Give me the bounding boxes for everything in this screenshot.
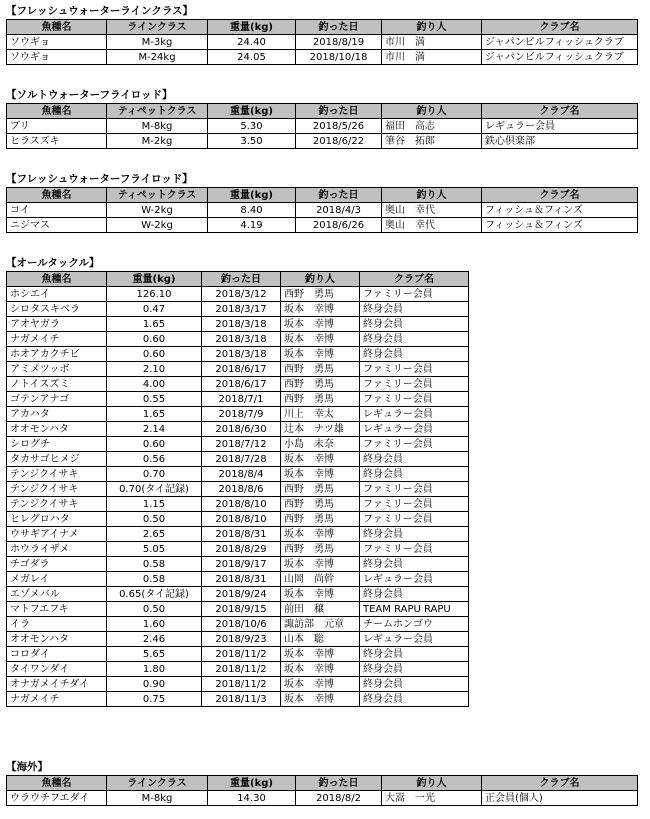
table-cell: 諏訪部 元章 [281, 617, 360, 632]
table-cell: ファミリー会員 [360, 377, 469, 392]
table-cell: 2018/3/18 [202, 347, 281, 362]
table-cell: 2018/7/12 [202, 437, 281, 452]
table-row [7, 317, 469, 332]
table-cell: シログチ [7, 437, 107, 452]
table-cell: 2018/9/15 [202, 602, 281, 617]
table-cell: 2018/8/29 [202, 542, 281, 557]
table-cell: 0.58 [107, 572, 202, 587]
record-table [6, 271, 469, 707]
table-cell: 8.40 [208, 203, 296, 218]
table-cell: 0.60 [107, 347, 202, 362]
table-cell: 1.15 [107, 497, 202, 512]
table-cell: 2018/9/23 [202, 632, 281, 647]
table-cell: ジャパンビルフィッシュクラブ [482, 35, 638, 50]
table-cell: 終身会員 [360, 677, 469, 692]
table-row [7, 791, 638, 806]
table-cell: 奥山 幸代 [382, 203, 482, 218]
table-cell: ファミリー会員 [360, 392, 469, 407]
table-cell: ニジマス [7, 218, 107, 233]
column-header: 釣り人 [382, 104, 482, 119]
table-cell: 2018/8/10 [202, 512, 281, 527]
table-cell: 0.50 [107, 602, 202, 617]
table-cell: 2018/8/4 [202, 467, 281, 482]
table-cell: 0.70(タイ記録) [107, 482, 202, 497]
table-cell: 終身会員 [360, 452, 469, 467]
table-row [7, 332, 469, 347]
table-row [7, 218, 638, 233]
table-cell: ヒレグロハタ [7, 512, 107, 527]
column-header: 釣った日 [202, 272, 281, 287]
table-cell: テンジクイサキ [7, 482, 107, 497]
table-cell: ファミリー会員 [360, 437, 469, 452]
table-cell: 0.50 [107, 512, 202, 527]
table-cell: オオモンハタ [7, 632, 107, 647]
table-cell: ナガメイチ [7, 692, 107, 707]
table-cell: 1.80 [107, 662, 202, 677]
table-cell: 2.46 [107, 632, 202, 647]
table-cell: ノトイスズミ [7, 377, 107, 392]
column-header: 釣った日 [296, 20, 382, 35]
column-header: 魚種名 [7, 104, 107, 119]
table-cell: 2.65 [107, 527, 202, 542]
table-cell: フィッシュ＆フィンズ [482, 203, 638, 218]
table-cell: 0.75 [107, 692, 202, 707]
table-cell: 終身会員 [360, 692, 469, 707]
table-row [7, 647, 469, 662]
table-cell: 2018/11/3 [202, 692, 281, 707]
table-cell: アカハタ [7, 407, 107, 422]
table-row [7, 35, 638, 50]
column-header: 魚種名 [7, 272, 107, 287]
table-cell: 2.14 [107, 422, 202, 437]
table-cell: 辻本 ナツ雄 [281, 422, 360, 437]
table-cell: 西野 勇馬 [281, 542, 360, 557]
table-cell: 終身会員 [360, 347, 469, 362]
table-cell: 川上 幸太 [281, 407, 360, 422]
table-row [7, 617, 469, 632]
table-row [7, 377, 469, 392]
table-cell: レギュラー会員 [360, 632, 469, 647]
table-cell: イラ [7, 617, 107, 632]
table-cell: 0.58 [107, 557, 202, 572]
table-cell: 2018/8/31 [202, 572, 281, 587]
table-cell: 2018/3/18 [202, 317, 281, 332]
table-cell: ナガメイチ [7, 332, 107, 347]
column-header: ティペットクラス [107, 104, 208, 119]
table-row [7, 134, 638, 149]
table-cell: ホシエイ [7, 287, 107, 302]
table-row [7, 542, 469, 557]
table-cell: フィッシュ＆フィンズ [482, 218, 638, 233]
record-table [6, 103, 638, 149]
column-header: 重量(kg) [107, 272, 202, 287]
table-cell: ファミリー会員 [360, 482, 469, 497]
column-header: 釣った日 [296, 776, 382, 791]
table-row [7, 362, 469, 377]
table-cell: 西野 勇馬 [281, 377, 360, 392]
table-cell: ファミリー会員 [360, 497, 469, 512]
table-cell: 2018/8/2 [296, 791, 382, 806]
table-cell: 2018/6/30 [202, 422, 281, 437]
table-cell: 2018/9/17 [202, 557, 281, 572]
column-header: 釣った日 [296, 188, 382, 203]
table-cell: ブリ [7, 119, 107, 134]
table-cell: 2018/10/18 [296, 50, 382, 65]
column-header: クラブ名 [482, 188, 638, 203]
table-row [7, 467, 469, 482]
section-title: 【海外】 [6, 761, 48, 773]
table-cell: 1.65 [107, 407, 202, 422]
table-cell: 山本 聡 [281, 632, 360, 647]
table-cell: 坂本 幸博 [281, 317, 360, 332]
section-title: 【フレッシュウォーターフライロッド】 [6, 173, 193, 185]
table-cell: レギュラー会員 [360, 422, 469, 437]
table-cell: タカサゴヒメジ [7, 452, 107, 467]
table-cell: 2018/11/2 [202, 662, 281, 677]
table-cell: 西野 勇馬 [281, 392, 360, 407]
table-row [7, 557, 469, 572]
table-cell: オナガメイチダイ [7, 677, 107, 692]
table-row [7, 632, 469, 647]
table-row [7, 482, 469, 497]
table-cell: 4.19 [208, 218, 296, 233]
table-cell: 0.47 [107, 302, 202, 317]
table-cell: ファミリー会員 [360, 512, 469, 527]
table-cell: 坂本 幸博 [281, 557, 360, 572]
table-cell: 2018/8/31 [202, 527, 281, 542]
table-cell: M-3kg [107, 35, 208, 50]
table-row [7, 437, 469, 452]
table-cell: 2018/8/10 [202, 497, 281, 512]
table-row [7, 497, 469, 512]
table-row [7, 602, 469, 617]
table-cell: 市川 満 [382, 35, 482, 50]
table-cell: 0.60 [107, 332, 202, 347]
record-table [6, 187, 638, 233]
table-cell: チームホンゴウ [360, 617, 469, 632]
record-table [6, 19, 638, 65]
table-cell: 鉄心倶楽部 [482, 134, 638, 149]
table-row [7, 203, 638, 218]
table-cell: 西野 勇馬 [281, 497, 360, 512]
column-header: ラインクラス [107, 20, 208, 35]
table-cell: 2018/5/26 [296, 119, 382, 134]
column-header: 魚種名 [7, 20, 107, 35]
table-cell: 2018/10/6 [202, 617, 281, 632]
table-cell: 坂本 幸博 [281, 527, 360, 542]
table-cell: ホオアカクチビ [7, 347, 107, 362]
column-header: 重量(kg) [208, 20, 296, 35]
table-cell: 1.65 [107, 317, 202, 332]
table-cell: 坂本 幸博 [281, 647, 360, 662]
column-header: クラブ名 [482, 20, 638, 35]
table-cell: 小島 未奈 [281, 437, 360, 452]
column-header: 釣り人 [382, 188, 482, 203]
table-cell: 西野 勇馬 [281, 512, 360, 527]
table-cell: 終身会員 [360, 647, 469, 662]
table-cell: 西野 勇馬 [281, 287, 360, 302]
table-cell: 2018/3/12 [202, 287, 281, 302]
table-cell: タイワンダイ [7, 662, 107, 677]
table-row [7, 692, 469, 707]
table-cell: 2018/11/2 [202, 677, 281, 692]
column-header: 釣り人 [281, 272, 360, 287]
table-cell: 0.65(タイ記録) [107, 587, 202, 602]
table-cell: 4.00 [107, 377, 202, 392]
table-cell: 福田 高志 [382, 119, 482, 134]
column-header: クラブ名 [360, 272, 469, 287]
table-cell: 終身会員 [360, 467, 469, 482]
table-cell: M-8kg [107, 119, 208, 134]
table-cell: 坂本 幸博 [281, 452, 360, 467]
table-cell: 5.30 [208, 119, 296, 134]
table-cell: アミメツッボ [7, 362, 107, 377]
table-header-row [7, 272, 469, 287]
table-row [7, 347, 469, 362]
table-cell: 坂本 幸博 [281, 347, 360, 362]
table-cell: 終身会員 [360, 332, 469, 347]
table-cell: 0.56 [107, 452, 202, 467]
table-cell: W-2kg [107, 218, 208, 233]
column-header: 重量(kg) [208, 188, 296, 203]
table-cell: レギュラー会員 [360, 572, 469, 587]
table-cell: 2018/6/17 [202, 377, 281, 392]
table-cell: 坂本 幸博 [281, 677, 360, 692]
table-cell: 正会員(個人) [482, 791, 638, 806]
table-cell: エゾメバル [7, 587, 107, 602]
table-cell: 西野 勇馬 [281, 482, 360, 497]
table-cell: 2018/9/24 [202, 587, 281, 602]
table-cell: 2018/7/1 [202, 392, 281, 407]
table-cell: 2018/3/17 [202, 302, 281, 317]
table-cell: 坂本 幸博 [281, 302, 360, 317]
table-cell: 終身会員 [360, 317, 469, 332]
table-cell: 坂本 幸博 [281, 467, 360, 482]
table-cell: 終身会員 [360, 557, 469, 572]
table-row [7, 302, 469, 317]
table-cell: ファミリー会員 [360, 542, 469, 557]
table-row [7, 407, 469, 422]
table-cell: ソウギョ [7, 50, 107, 65]
table-cell: 奥山 幸代 [382, 218, 482, 233]
table-cell: 0.55 [107, 392, 202, 407]
section-title: 【オールタックル】 [6, 257, 100, 269]
table-row [7, 527, 469, 542]
table-cell: テンジクイサキ [7, 497, 107, 512]
table-cell: 大嵩 一光 [382, 791, 482, 806]
table-row [7, 677, 469, 692]
table-cell: シロタスキベラ [7, 302, 107, 317]
table-cell: 2018/6/17 [202, 362, 281, 377]
table-cell: 終身会員 [360, 662, 469, 677]
table-cell: 2018/7/28 [202, 452, 281, 467]
column-header: ラインクラス [107, 776, 208, 791]
table-cell: 2018/6/22 [296, 134, 382, 149]
table-cell: ヒラスズキ [7, 134, 107, 149]
table-cell: レギュラー会員 [360, 407, 469, 422]
table-cell: ファミリー会員 [360, 362, 469, 377]
table-cell: TEAM RAPU RAPU [360, 602, 469, 617]
table-header-row [7, 20, 638, 35]
column-header: クラブ名 [482, 776, 638, 791]
table-cell: 24.40 [208, 35, 296, 50]
table-cell: M-2kg [107, 134, 208, 149]
table-cell: 126.10 [107, 287, 202, 302]
table-cell: W-2kg [107, 203, 208, 218]
table-cell: 西野 勇馬 [281, 362, 360, 377]
table-cell: 2.10 [107, 362, 202, 377]
table-cell: 坂本 幸博 [281, 587, 360, 602]
section-title: 【ソルトウォーターフライロッド】 [6, 89, 173, 101]
table-cell: 14.30 [208, 791, 296, 806]
table-row [7, 392, 469, 407]
table-row [7, 512, 469, 527]
table-cell: 市川 満 [382, 50, 482, 65]
table-cell: ジャパンビルフィッシュクラブ [482, 50, 638, 65]
table-cell: 2018/8/19 [296, 35, 382, 50]
table-cell: 終身会員 [360, 587, 469, 602]
table-cell: 筆谷 拓郎 [382, 134, 482, 149]
table-cell: ソウギョ [7, 35, 107, 50]
table-cell: ファミリー会員 [360, 287, 469, 302]
table-cell: 1.60 [107, 617, 202, 632]
table-cell: M-24kg [107, 50, 208, 65]
table-cell: 2018/6/26 [296, 218, 382, 233]
table-row [7, 119, 638, 134]
table-cell: 坂本 幸博 [281, 662, 360, 677]
table-cell: 2018/11/2 [202, 647, 281, 662]
table-cell: コロダイ [7, 647, 107, 662]
table-cell: 24.05 [208, 50, 296, 65]
table-header-row [7, 776, 638, 791]
table-cell: オオモンハタ [7, 422, 107, 437]
table-row [7, 587, 469, 602]
table-cell: チゴダラ [7, 557, 107, 572]
table-cell: 3.50 [208, 134, 296, 149]
table-cell: テンジクイサキ [7, 467, 107, 482]
table-cell: アオヤガラ [7, 317, 107, 332]
column-header: 釣り人 [382, 776, 482, 791]
table-row [7, 662, 469, 677]
table-header-row [7, 188, 638, 203]
table-cell: 前田 穣 [281, 602, 360, 617]
table-cell: ウラウチフエダイ [7, 791, 107, 806]
column-header: 魚種名 [7, 776, 107, 791]
table-cell: コイ [7, 203, 107, 218]
table-cell: 2018/4/3 [296, 203, 382, 218]
table-cell: マトフエフキ [7, 602, 107, 617]
table-header-row [7, 104, 638, 119]
column-header: ティペットクラス [107, 188, 208, 203]
table-row [7, 572, 469, 587]
table-cell: 0.90 [107, 677, 202, 692]
table-cell: メガレイ [7, 572, 107, 587]
table-row [7, 50, 638, 65]
table-row [7, 287, 469, 302]
table-cell: 山岡 尚幹 [281, 572, 360, 587]
column-header: 重量(kg) [208, 104, 296, 119]
column-header: 重量(kg) [208, 776, 296, 791]
table-cell: 5.05 [107, 542, 202, 557]
table-cell: 坂本 幸博 [281, 692, 360, 707]
table-cell: レギュラー会員 [482, 119, 638, 134]
table-cell: 0.60 [107, 437, 202, 452]
table-row [7, 422, 469, 437]
table-cell: 0.70 [107, 467, 202, 482]
section-title: 【フレッシュウォーターラインクラス】 [6, 5, 194, 17]
column-header: 魚種名 [7, 188, 107, 203]
column-header: 釣り人 [382, 20, 482, 35]
table-cell: 2018/8/6 [202, 482, 281, 497]
table-row [7, 452, 469, 467]
table-cell: ゴテンアナゴ [7, 392, 107, 407]
table-cell: ホウライザメ [7, 542, 107, 557]
column-header: 釣った日 [296, 104, 382, 119]
table-cell: 5.65 [107, 647, 202, 662]
table-cell: 坂本 幸博 [281, 332, 360, 347]
table-cell: M-8kg [107, 791, 208, 806]
column-header: クラブ名 [482, 104, 638, 119]
record-table [6, 775, 638, 806]
table-cell: 2018/7/9 [202, 407, 281, 422]
table-cell: 終身会員 [360, 527, 469, 542]
table-cell: 2018/3/18 [202, 332, 281, 347]
table-cell: 終身会員 [360, 302, 469, 317]
table-cell: ウサギアイナメ [7, 527, 107, 542]
